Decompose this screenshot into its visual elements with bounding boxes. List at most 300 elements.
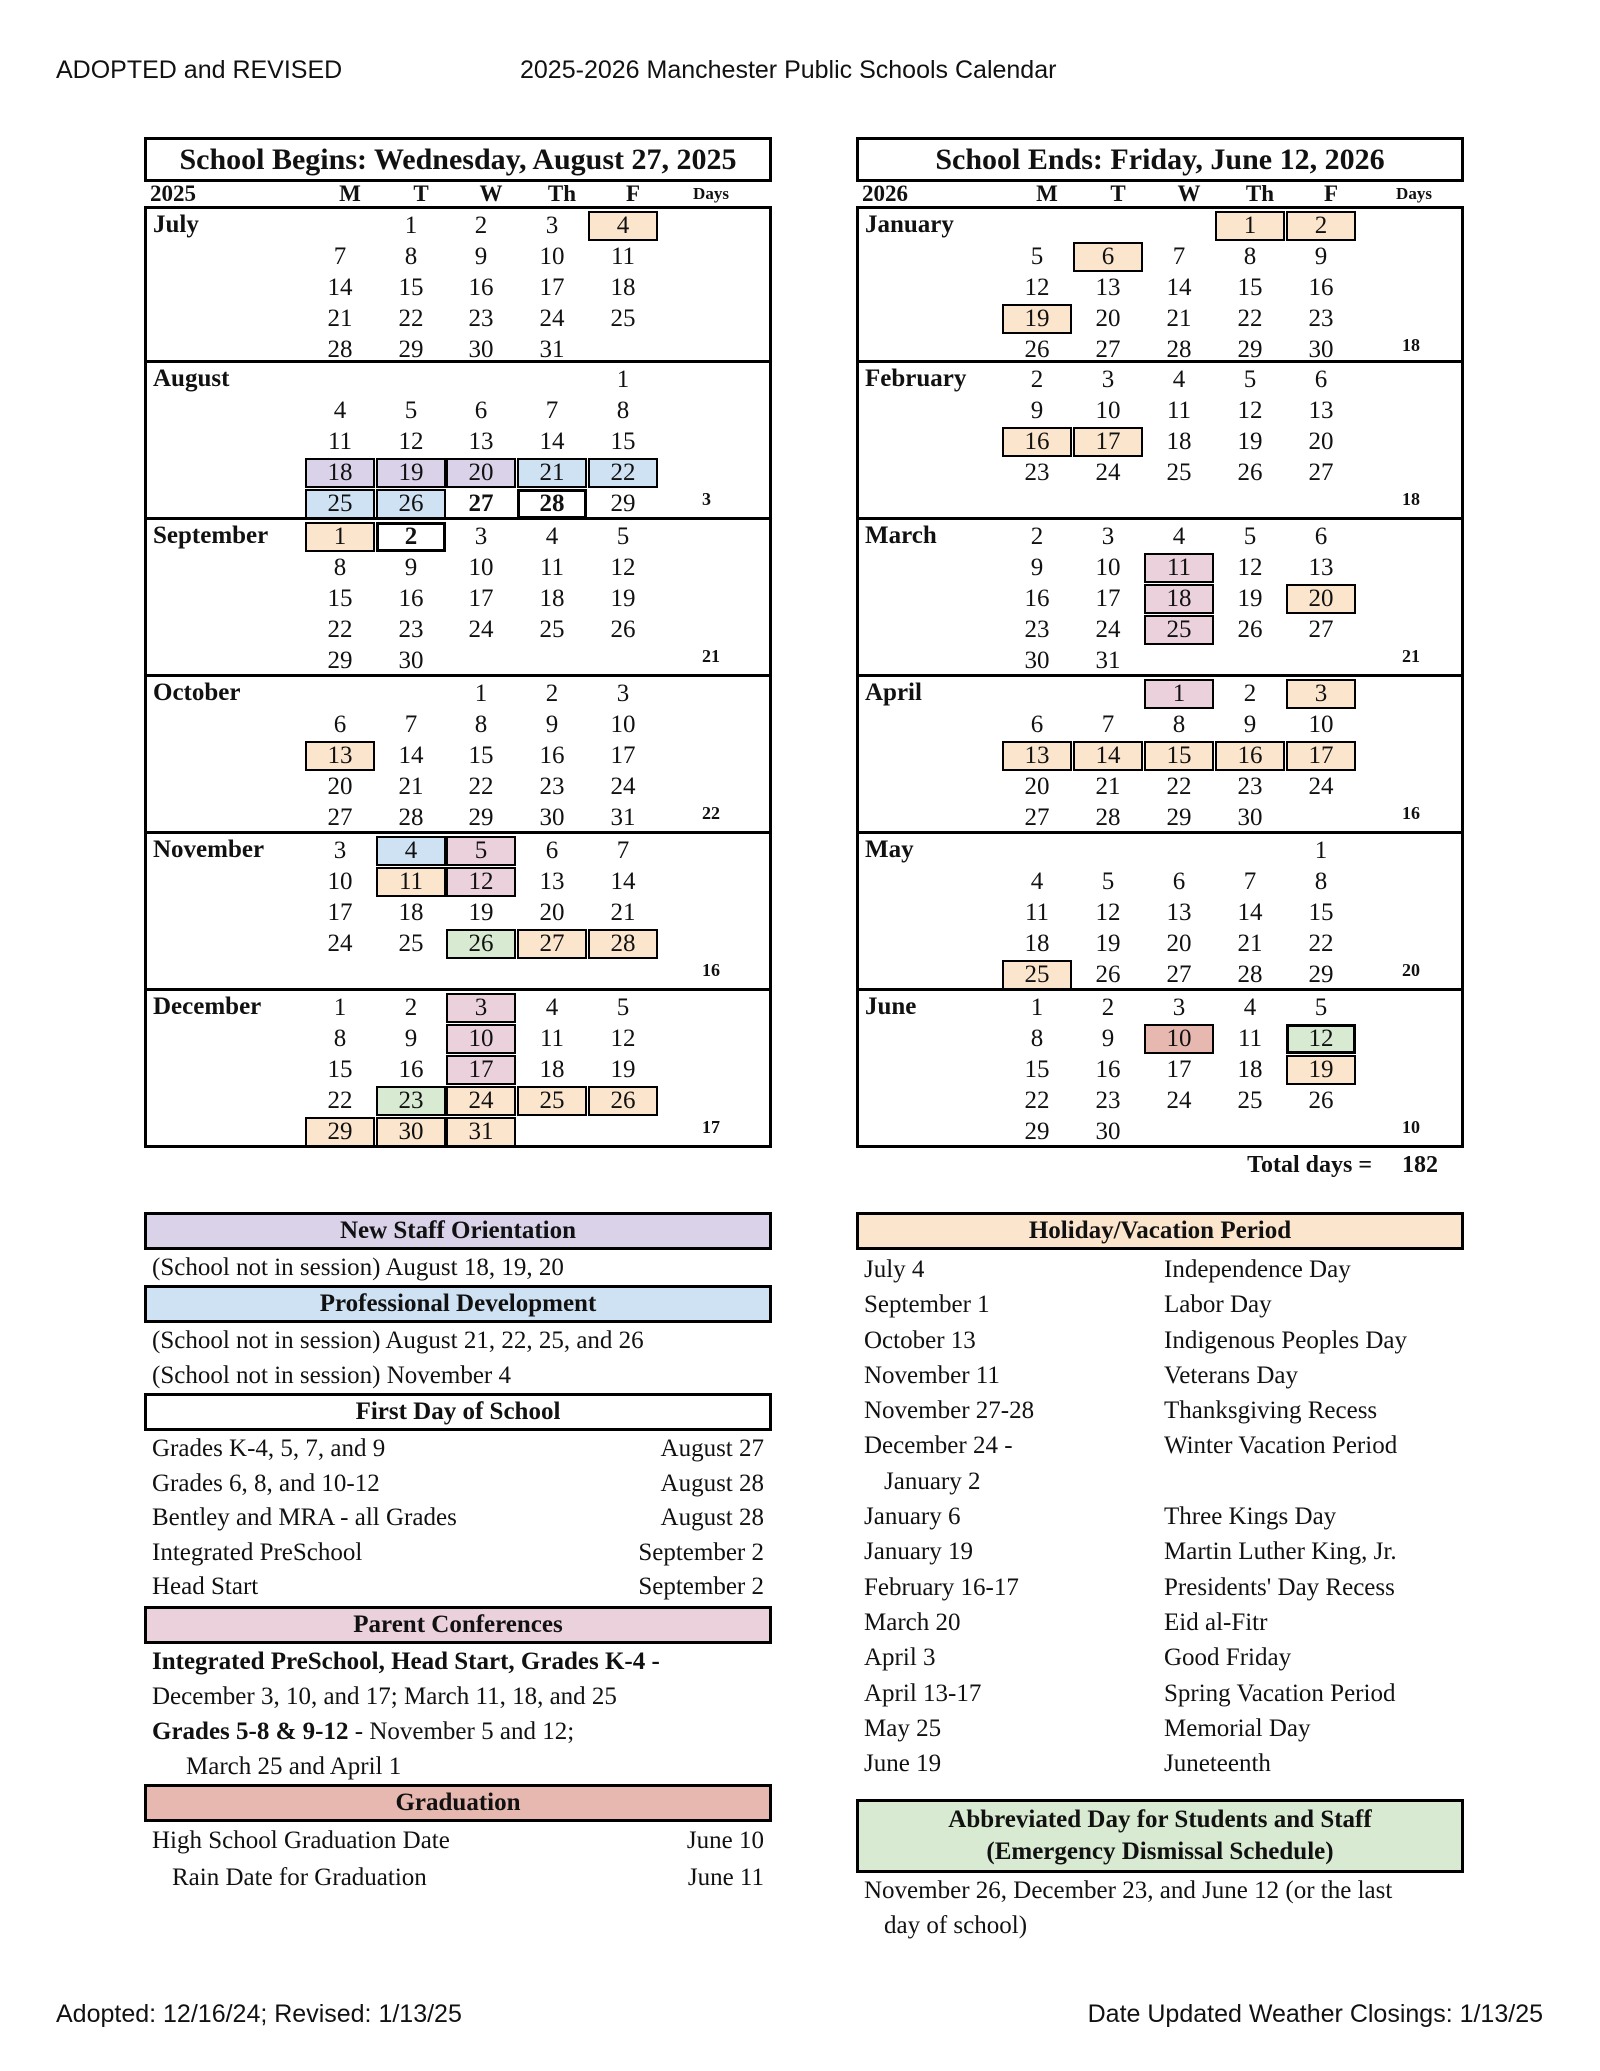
calendar-day: 1 (404, 212, 418, 239)
calendar-day: 12 (610, 554, 636, 581)
calendar-day: 8 (474, 711, 488, 738)
calendar-day: 7 (616, 837, 630, 864)
calendar-day: 12 (610, 1025, 636, 1052)
holiday-date: July 4 (864, 1256, 925, 1283)
calendar-day: 18 (1144, 584, 1214, 614)
calendar-day: 1 (474, 680, 488, 707)
calendar-day: 14 (1166, 274, 1192, 301)
calendar-day: 10 (468, 554, 494, 581)
month-day-count: 21 (702, 646, 720, 666)
holiday-item (856, 1746, 1464, 1781)
calendar-day: 5 (1243, 523, 1257, 550)
calendar-day: 19 (376, 458, 446, 488)
month-day-count: 17 (702, 1117, 720, 1137)
calendar-day: 10 (539, 243, 565, 270)
calendar-day: 5 (446, 836, 516, 866)
calendar-day: 4 (545, 523, 559, 550)
holiday-date: January 2 (884, 1467, 981, 1495)
calendar-day: 10 (1095, 554, 1121, 581)
calendar-day: 19 (1095, 930, 1121, 957)
calendar-day: 26 (610, 616, 636, 643)
holiday-date: September 1 (864, 1291, 990, 1319)
calendar-day: 15 (468, 742, 494, 769)
calendar-day: 7 (545, 397, 559, 424)
calendar-day: 17 (327, 899, 353, 926)
months-2026 (856, 206, 1464, 1148)
calendar-day: 4 (1172, 366, 1186, 393)
total-days-label: Total days = (1247, 1152, 1372, 1178)
list-item (144, 1432, 772, 1467)
calendar-day: 3 (333, 837, 347, 864)
holiday-name: Independence Day (1164, 1256, 1351, 1283)
calendar-day: 8 (1030, 1025, 1044, 1052)
calendar-day: 7 (1243, 868, 1257, 895)
calendar-day: 15 (1237, 274, 1263, 301)
calendar-day: 1 (1030, 994, 1044, 1021)
calendar-day: 23 (1237, 773, 1263, 800)
calendar-day: 14 (1237, 899, 1263, 926)
calendar-day: 20 (1095, 305, 1121, 332)
calendar-day: 19 (1286, 1055, 1356, 1085)
calendar-day: 27 (1308, 616, 1334, 643)
adopted-revised-note: Adopted: 12/16/24; Revised: 1/13/25 (56, 2000, 462, 2028)
calendar-day: 4 (588, 211, 658, 241)
conference-group-2 (144, 1714, 772, 1749)
calendar-day: 17 (1095, 585, 1121, 612)
list-item (144, 1536, 772, 1571)
holiday-item (856, 1711, 1464, 1746)
calendar-day: 16 (1002, 427, 1072, 457)
calendar-day: 22 (1166, 773, 1192, 800)
calendar-day: 20 (1166, 930, 1192, 957)
holiday-date: April 13-17 (864, 1679, 982, 1707)
calendar-day: 11 (376, 867, 446, 897)
calendar-day: 10 (1095, 397, 1121, 424)
holiday-list (856, 1250, 1464, 1781)
calendar-day: 26 (588, 1086, 658, 1116)
holiday-name: Three Kings Day (1164, 1503, 1337, 1531)
calendar-day: 9 (1314, 243, 1328, 270)
calendar-day: 24 (446, 1086, 516, 1116)
calendar-day: 15 (610, 428, 636, 455)
calendar-day: 23 (1024, 616, 1050, 643)
calendar-day: 12 (1237, 397, 1263, 424)
calendar-day: 22 (1308, 930, 1334, 957)
calendar-day: 20 (1286, 584, 1356, 614)
calendar-day: 4 (333, 397, 347, 424)
month-name: June (865, 993, 917, 1020)
calendar-day: 5 (1314, 994, 1328, 1021)
calendar-day: 11 (1144, 553, 1214, 583)
holiday-item (856, 1287, 1464, 1322)
calendar-day: 18 (610, 274, 636, 301)
month-day-count: 21 (1402, 646, 1420, 666)
calendar-day: 10 (327, 868, 353, 895)
start-date: August 28 (660, 1504, 764, 1531)
weekday-tue: T (1110, 181, 1126, 206)
calendar-day: 7 (333, 243, 347, 270)
calendar-day: 28 (1095, 804, 1121, 831)
calendar-day: 19 (1237, 428, 1263, 455)
calendar-day: 27 (1024, 804, 1050, 831)
conference-group-2-label: Grades 5-8 & 9-12 (152, 1717, 349, 1745)
start-date: August 27 (660, 1435, 764, 1462)
start-date: August 28 (660, 1469, 764, 1497)
calendar-day: 23 (1308, 305, 1334, 332)
calendar-day: 17 (539, 274, 565, 301)
calendar-day: 30 (376, 1117, 446, 1147)
holiday-item (856, 1534, 1464, 1569)
calendar-head-2026 (856, 182, 1464, 206)
calendar-day: 26 (1308, 1087, 1334, 1114)
holiday-date: January 6 (864, 1503, 961, 1531)
calendar-day: 6 (1314, 366, 1328, 393)
calendar-day: 12 (1024, 274, 1050, 301)
holiday-name: Spring Vacation Period (1164, 1679, 1396, 1707)
calendar-day: 16 (1215, 741, 1285, 771)
calendar-day: 24 (610, 773, 636, 800)
calendar-day: 16 (1095, 1056, 1121, 1083)
holiday-name: Memorial Day (1164, 1714, 1311, 1742)
calendar-day: 29 (1024, 1118, 1050, 1145)
month-name: May (865, 836, 914, 863)
weekday-tue: T (413, 181, 429, 206)
abbreviated-dates-2: day of school) (884, 1912, 1028, 1940)
calendar-day: 3 (545, 212, 559, 239)
calendar-day: 23 (398, 616, 424, 643)
calendar-day: 29 (327, 647, 353, 674)
calendar-day: 9 (1030, 554, 1044, 581)
calendar-day: 29 (1237, 336, 1263, 363)
legend-right (856, 1212, 1464, 1943)
holiday-name: Presidents' Day Recess (1164, 1573, 1395, 1601)
holiday-date: January 19 (864, 1538, 973, 1566)
holiday-date: December 24 - (864, 1432, 1013, 1460)
calendar-day: 22 (1024, 1087, 1050, 1114)
calendar-day: 29 (610, 490, 636, 517)
month-july (144, 206, 772, 363)
calendar-day: 15 (1024, 1056, 1050, 1083)
calendar-day: 30 (1308, 336, 1334, 363)
holiday-item (856, 1570, 1464, 1605)
calendar-day: 2 (1286, 211, 1356, 241)
calendar-day: 24 (539, 305, 565, 332)
days-header: Days (693, 184, 729, 203)
calendar-day: 15 (398, 274, 424, 301)
year-label: 2026 (862, 181, 908, 206)
calendar-day: 29 (398, 336, 424, 363)
graduation-date: June 10 (686, 1826, 764, 1854)
calendar-day: 9 (1030, 397, 1044, 424)
year-label: 2025 (150, 181, 196, 206)
calendar-day: 16 (468, 274, 494, 301)
grade-group: Grades 6, 8, and 10-12 (152, 1469, 380, 1497)
calendar-day: 9 (1101, 1025, 1115, 1052)
calendar-day: 14 (1073, 741, 1143, 771)
graduation-title: Graduation (144, 1784, 772, 1822)
calendar-day: 28 (398, 804, 424, 831)
conference-dates-2: - November 5 and 12; (348, 1717, 575, 1745)
calendar-day: 31 (446, 1117, 516, 1147)
calendar-day: 1 (305, 522, 375, 552)
calendar-day: 24 (1095, 459, 1121, 486)
calendar-day: 24 (1308, 773, 1334, 800)
calendar-day: 26 (1024, 336, 1050, 363)
calendar-day: 11 (327, 428, 353, 455)
month-day-count: 22 (702, 803, 720, 823)
calendar-day: 6 (1314, 523, 1328, 550)
calendar-day: 10 (1308, 711, 1334, 738)
calendar-day: 11 (539, 554, 565, 581)
calendar-day: 16 (1024, 585, 1050, 612)
calendar-day: 23 (1024, 459, 1050, 486)
holiday-item (856, 1464, 1464, 1499)
calendar-day: 11 (1237, 1025, 1263, 1052)
calendar-day: 7 (404, 711, 418, 738)
calendar-day: 16 (398, 585, 424, 612)
calendar-day: 2 (1101, 994, 1115, 1021)
weekday-wed: W (479, 181, 503, 206)
holiday-name: Veterans Day (1164, 1361, 1298, 1389)
calendar-day: 13 (1002, 741, 1072, 771)
month-december (144, 991, 772, 1148)
calendar-day: 13 (1166, 899, 1192, 926)
calendar-day: 11 (1166, 397, 1192, 424)
start-date: September 2 (638, 1538, 764, 1566)
calendar-day: 15 (1144, 741, 1214, 771)
calendar-day: 4 (545, 994, 559, 1021)
first-day-title: First Day of School (144, 1393, 772, 1431)
staff-orientation-title: New Staff Orientation (144, 1212, 772, 1250)
calendar-day: 3 (1172, 994, 1186, 1021)
calendar-day: 22 (398, 305, 424, 332)
parent-conferences-title: Parent Conferences (144, 1606, 772, 1644)
weekday-wed: W (1177, 181, 1201, 206)
calendar-day: 5 (1243, 366, 1257, 393)
calendar-day: 7 (1172, 243, 1186, 270)
calendar-day: 1 (1144, 679, 1214, 709)
calendar-day: 23 (468, 305, 494, 332)
calendar-day: 30 (1024, 647, 1050, 674)
calendar-day: 2 (404, 994, 418, 1021)
calendar-day: 21 (517, 458, 587, 488)
calendar-day: 14 (398, 742, 424, 769)
calendar-day: 11 (539, 1025, 565, 1052)
month-day-count: 3 (702, 489, 711, 509)
calendar-day: 3 (474, 523, 488, 550)
calendar-day: 28 (588, 929, 658, 959)
calendar-day: 27 (1095, 336, 1121, 363)
calendar-day: 20 (446, 458, 516, 488)
calendar-day: 9 (404, 554, 418, 581)
holiday-date: March 20 (864, 1608, 961, 1636)
holiday-item (856, 1676, 1464, 1711)
calendar-day: 24 (1095, 616, 1121, 643)
month-name: April (865, 679, 922, 706)
conference-dates-3: March 25 and April 1 (186, 1752, 402, 1780)
holiday-name: Juneteenth (1164, 1750, 1271, 1778)
weekday-fri: F (625, 181, 641, 206)
month-day-count: 20 (1402, 960, 1420, 980)
month-february (856, 363, 1464, 520)
calendar-day: 19 (610, 585, 636, 612)
calendar-day: 16 (1308, 274, 1334, 301)
calendar-day: 9 (545, 711, 559, 738)
pd-dates-1: (School not in session) August 21, 22, 25, and 26 (152, 1327, 644, 1354)
calendar-day: 3 (1101, 366, 1115, 393)
month-april (856, 677, 1464, 834)
graduation-label: High School Graduation Date (152, 1826, 450, 1854)
total-days-value: 182 (1402, 1152, 1438, 1178)
calendar-day: 4 (1030, 868, 1044, 895)
holiday-date: February 16-17 (864, 1573, 1019, 1601)
pd-dates-2: (School not in session) November 4 (152, 1362, 511, 1389)
calendar-day: 22 (588, 458, 658, 488)
calendar-day: 6 (1073, 242, 1143, 272)
calendar-day: 28 (327, 336, 353, 363)
calendar-day: 21 (327, 305, 353, 332)
holiday-item (856, 1252, 1464, 1287)
holiday-item (856, 1393, 1464, 1428)
weekday-mon: M (339, 181, 361, 206)
month-january (856, 206, 1464, 363)
header-left: ADOPTED and REVISED (56, 56, 343, 84)
holiday-date: October 13 (864, 1326, 976, 1354)
holiday-name: Martin Luther King, Jr. (1164, 1538, 1397, 1566)
rain-date: June 11 (687, 1863, 764, 1891)
calendar-day: 14 (539, 428, 565, 455)
conference-group-1: Integrated PreSchool, Head Start, Grades K-4 - (152, 1647, 660, 1675)
calendar-day: 9 (1243, 711, 1257, 738)
calendar-day: 15 (327, 585, 353, 612)
holiday-name: Eid al-Fitr (1164, 1608, 1268, 1636)
calendar-day: 19 (610, 1056, 636, 1083)
calendar-day: 23 (539, 773, 565, 800)
calendar-day: 30 (1237, 804, 1263, 831)
calendar-day: 13 (305, 741, 375, 771)
first-day-list (144, 1431, 772, 1606)
calendar-day: 3 (1101, 523, 1115, 550)
calendar-day: 31 (539, 336, 565, 363)
calendar-day: 25 (1166, 459, 1192, 486)
calendar-day: 11 (1024, 899, 1050, 926)
calendar-day: 29 (305, 1117, 375, 1147)
month-day-count: 18 (1402, 489, 1420, 509)
calendar-day: 18 (398, 899, 424, 926)
calendar-day: 21 (398, 773, 424, 800)
school-begins-title: School Begins: Wednesday, August 27, 2025 (144, 137, 772, 182)
calendar-day: 28 (1237, 961, 1263, 988)
calendar-day: 2 (1243, 680, 1257, 707)
calendar-day: 14 (327, 274, 353, 301)
calendar-day: 22 (327, 616, 353, 643)
legend-left (144, 1212, 772, 1896)
professional-development-title: Professional Development (144, 1285, 772, 1323)
calendar-day: 16 (539, 742, 565, 769)
calendar-day: 10 (610, 711, 636, 738)
month-name: November (153, 836, 265, 863)
calendar-day: 18 (1237, 1056, 1263, 1083)
rain-date-label: Rain Date for Graduation (172, 1863, 427, 1891)
holiday-name: Good Friday (1164, 1644, 1292, 1672)
grade-group: Grades K-4, 5, 7, and 9 (152, 1435, 386, 1462)
calendar-day: 30 (398, 647, 424, 674)
calendar-day: 12 (1286, 1024, 1356, 1054)
calendar-day: 17 (610, 742, 636, 769)
calendar-day: 8 (333, 554, 347, 581)
abbreviated-dates-1: November 26, December 23, and June 12 (or the last (864, 1877, 1393, 1905)
calendar-day: 5 (1030, 243, 1044, 270)
list-item (144, 1822, 772, 1859)
calendar-day: 29 (1308, 961, 1334, 988)
calendar-day: 17 (446, 1055, 516, 1085)
holiday-item (856, 1499, 1464, 1534)
calendar-day: 24 (327, 930, 353, 957)
calendar-day: 8 (1172, 711, 1186, 738)
calendar-day: 2 (376, 522, 446, 552)
calendar-day: 2 (1030, 523, 1044, 550)
calendar-day: 9 (474, 243, 488, 270)
month-august (144, 363, 772, 520)
calendar-day: 21 (1166, 305, 1192, 332)
month-september (144, 520, 772, 677)
holiday-date: April 3 (864, 1644, 936, 1672)
calendar-day: 20 (327, 773, 353, 800)
calendar-day: 31 (1095, 647, 1121, 674)
month-october (144, 677, 772, 834)
calendar-day: 25 (305, 489, 375, 519)
calendar-day: 4 (376, 836, 446, 866)
calendar-day: 25 (1237, 1087, 1263, 1114)
calendar-day: 10 (446, 1024, 516, 1054)
holiday-item (856, 1323, 1464, 1358)
month-name: August (153, 365, 230, 392)
calendar-day: 25 (1002, 960, 1072, 990)
calendar-day: 18 (539, 1056, 565, 1083)
month-name: December (153, 993, 262, 1020)
calendar-day: 30 (1095, 1118, 1121, 1145)
calendar-day: 25 (610, 305, 636, 332)
calendar-day: 17 (1166, 1056, 1192, 1083)
month-day-count: 16 (1402, 803, 1420, 823)
calendar-day: 24 (1166, 1087, 1192, 1114)
calendar-day: 13 (1308, 554, 1334, 581)
holiday-item (856, 1605, 1464, 1640)
calendar-day: 20 (1308, 428, 1334, 455)
calendar-day: 22 (327, 1087, 353, 1114)
abbreviated-title-line-2: (Emergency Dismissal Schedule) (986, 1838, 1334, 1866)
month-name: March (865, 522, 937, 549)
calendar-day: 12 (1095, 899, 1121, 926)
calendar-day: 22 (468, 773, 494, 800)
list-item (144, 1570, 772, 1605)
staff-orientation-dates: (School not in session) August 18, 19, 20 (152, 1254, 564, 1281)
calendar-day: 26 (1237, 616, 1263, 643)
calendar-day: 11 (610, 243, 636, 270)
calendar-day: 18 (1166, 428, 1192, 455)
calendar-day: 4 (1172, 523, 1186, 550)
calendar-day: 3 (616, 680, 630, 707)
calendar-day: 26 (1237, 459, 1263, 486)
holiday-date: November 11 (864, 1361, 1000, 1389)
calendar-day: 13 (1308, 397, 1334, 424)
total-days-row (856, 1148, 1464, 1184)
calendar-day: 2 (474, 212, 488, 239)
calendar-day: 21 (610, 899, 636, 926)
holiday-date: May 25 (864, 1714, 942, 1742)
calendar-day: 29 (1166, 804, 1192, 831)
calendar-day: 2 (1030, 366, 1044, 393)
